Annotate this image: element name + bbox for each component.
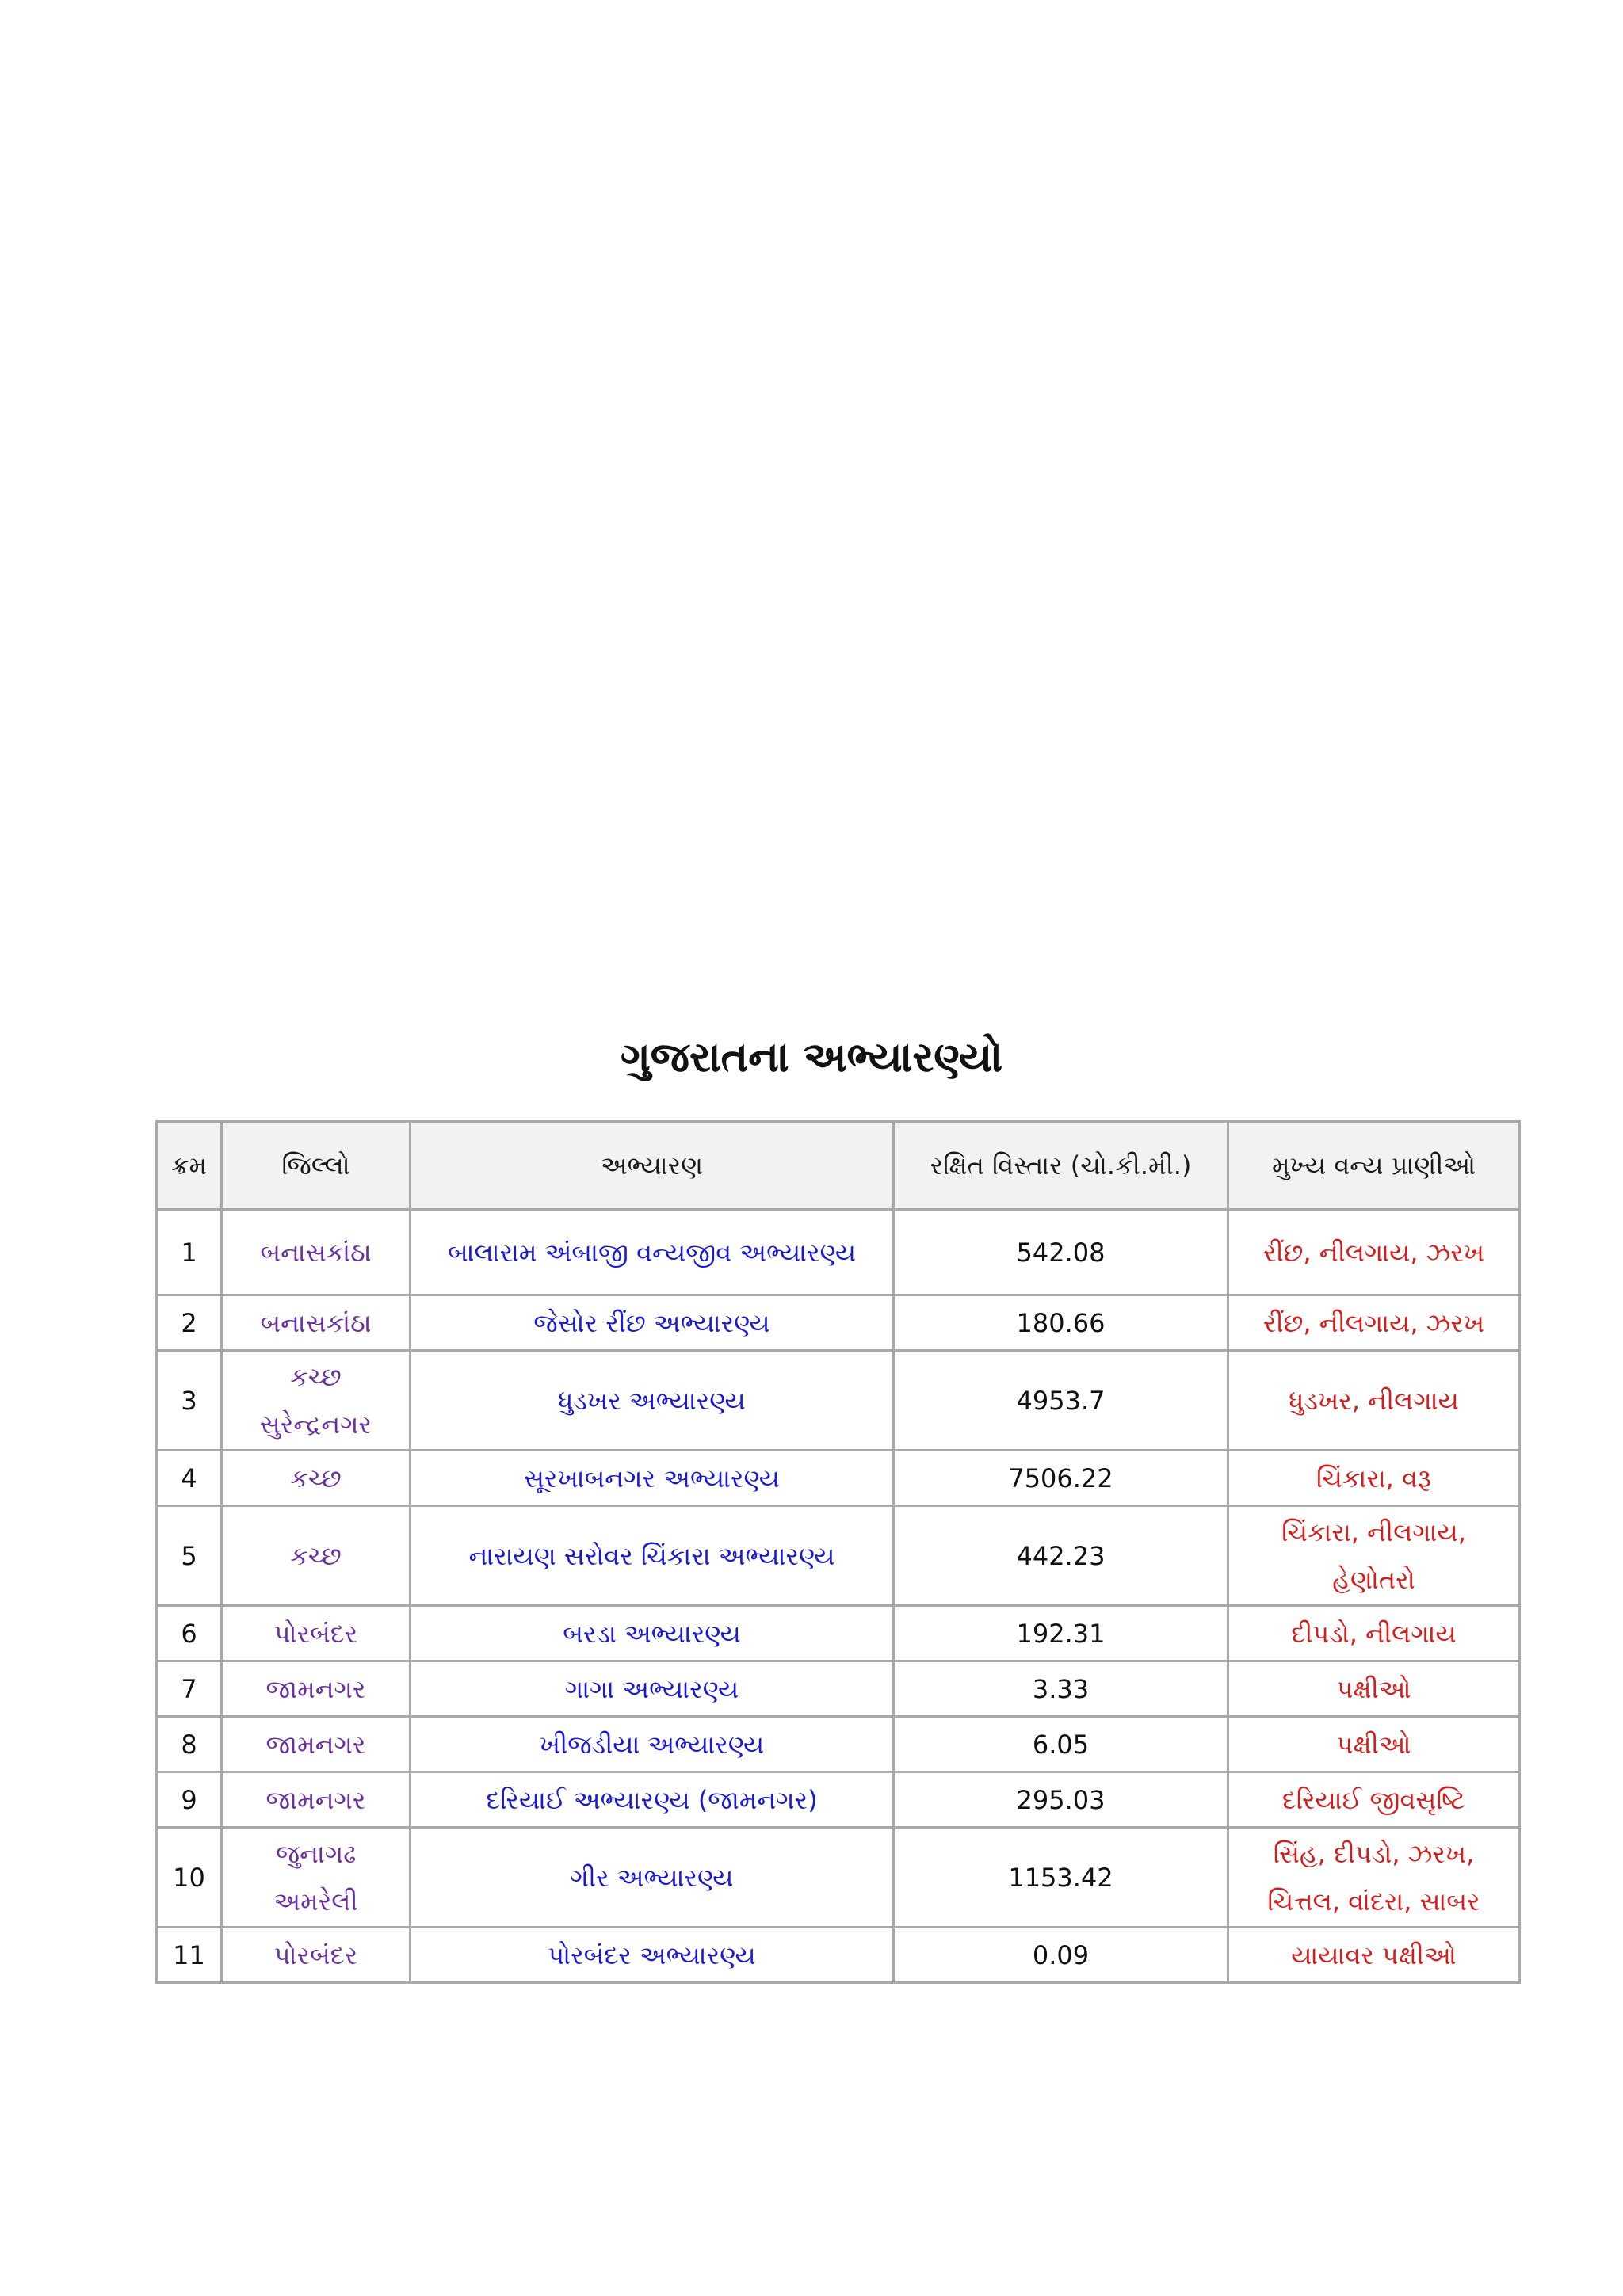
cell-num: 3 (157, 1351, 222, 1451)
cell-animals-line: ચિત્તલ, વાંદરા, સાબર (1267, 1886, 1480, 1917)
cell-sanctuary: ખીજડીયા અભ્યારણ્ય (411, 1717, 894, 1772)
cell-district-line: અમરેલી (273, 1886, 358, 1917)
cell-area: 3.33 (894, 1661, 1228, 1717)
header-animals: મુખ્ય વન્ય પ્રાણીઓ (1228, 1122, 1520, 1210)
cell-district (222, 1506, 411, 1606)
table-row (157, 1506, 1520, 1606)
cell-animals-line: ચિંકારા, નીલગાય, (1281, 1516, 1466, 1547)
cell-animals (1228, 1717, 1520, 1772)
cell-district (222, 1606, 411, 1661)
cell-animals-line: યાયાવર પક્ષીઓ (1291, 1939, 1457, 1970)
cell-animals (1228, 1451, 1520, 1506)
cell-animals-line: રીંછ, નીલગાય, ઝરખ (1262, 1307, 1485, 1338)
cell-area: 7506.22 (894, 1451, 1228, 1506)
cell-num: 8 (157, 1717, 222, 1772)
cell-num: 1 (157, 1210, 222, 1295)
cell-animals-line: દીપડો, નીલગાય (1291, 1618, 1457, 1649)
cell-num: 2 (157, 1295, 222, 1351)
cell-animals (1228, 1351, 1520, 1451)
cell-district-line: પોરબંદર (273, 1618, 358, 1649)
table-row (157, 1928, 1520, 1983)
sanctuary-table (155, 1120, 1521, 1984)
cell-district (222, 1928, 411, 1983)
table-row (157, 1717, 1520, 1772)
cell-sanctuary: નારાયણ સરોવર ચિંકારા અભ્યારણ્ય (411, 1506, 894, 1606)
cell-district-line: જુનાગઢ (275, 1838, 357, 1869)
cell-animals-line: ધુડખર, નીલગાય (1289, 1385, 1459, 1416)
cell-animals (1228, 1295, 1520, 1351)
table-row (157, 1772, 1520, 1828)
cell-animals-line: દરિયાઈ જીવસૃષ્ટિ (1281, 1784, 1466, 1815)
cell-district (222, 1717, 411, 1772)
header-num: ક્રમ (157, 1122, 222, 1210)
cell-district-line: કચ્છ (290, 1361, 342, 1392)
cell-sanctuary: બરડા અભ્યારણ્ય (411, 1606, 894, 1661)
cell-sanctuary: સૂરખાબનગર અભ્યારણ્ય (411, 1451, 894, 1506)
cell-district (222, 1828, 411, 1928)
cell-district (222, 1210, 411, 1295)
cell-district-line: સુરેન્દ્રનગર (259, 1409, 372, 1440)
cell-area: 295.03 (894, 1772, 1228, 1828)
table-row (157, 1351, 1520, 1451)
cell-num: 11 (157, 1928, 222, 1983)
header-sanctuary: અભ્યારણ (411, 1122, 894, 1210)
cell-area: 4953.7 (894, 1351, 1228, 1451)
cell-area: 442.23 (894, 1506, 1228, 1606)
cell-animals (1228, 1210, 1520, 1295)
cell-area: 0.09 (894, 1928, 1228, 1983)
cell-district-line: જામનગર (265, 1784, 366, 1815)
cell-animals-line: રીંછ, નીલગાય, ઝરખ (1262, 1237, 1485, 1268)
cell-num: 9 (157, 1772, 222, 1828)
cell-district (222, 1295, 411, 1351)
cell-area: 1153.42 (894, 1828, 1228, 1928)
cell-sanctuary: ધુડખર અભ્યારણ્ય (411, 1351, 894, 1451)
cell-district-line: પોરબંદર (273, 1939, 358, 1970)
cell-sanctuary: જેસોર રીંછ અભ્યારણ્ય (411, 1295, 894, 1351)
cell-sanctuary: દરિયાઈ અભ્યારણ્ય (જામનગર) (411, 1772, 894, 1828)
cell-sanctuary: ગીર અભ્યારણ્ય (411, 1828, 894, 1928)
cell-num: 5 (157, 1506, 222, 1606)
header-row (157, 1122, 1520, 1210)
cell-animals (1228, 1661, 1520, 1717)
cell-sanctuary: પોરબંદર અભ્યારણ્ય (411, 1928, 894, 1983)
cell-area: 192.31 (894, 1606, 1228, 1661)
table-row (157, 1451, 1520, 1506)
cell-area: 6.05 (894, 1717, 1228, 1772)
table-row (157, 1828, 1520, 1928)
cell-district (222, 1451, 411, 1506)
cell-animals (1228, 1606, 1520, 1661)
cell-num: 7 (157, 1661, 222, 1717)
cell-animals-line: સિંહ, દીપડો, ઝરખ, (1273, 1838, 1475, 1869)
table-body (157, 1210, 1520, 1983)
cell-animals-line: પક્ષીઓ (1336, 1673, 1411, 1704)
table-row (157, 1661, 1520, 1717)
cell-district (222, 1351, 411, 1451)
cell-sanctuary: બાલારામ અંબાજી વન્યજીવ અભ્યારણ્ય (411, 1210, 894, 1295)
cell-area: 542.08 (894, 1210, 1228, 1295)
table-row (157, 1606, 1520, 1661)
header-district: જિલ્લો (222, 1122, 411, 1210)
cell-sanctuary: ગાગા અભ્યારણ્ય (411, 1661, 894, 1717)
page-title: ગુજરાતના અભ્યારણ્યો (620, 1034, 1003, 1081)
cell-num: 6 (157, 1606, 222, 1661)
cell-animals (1228, 1506, 1520, 1606)
cell-district-line: કચ્છ (290, 1540, 342, 1571)
cell-district-line: જામનગર (265, 1673, 366, 1704)
cell-num: 10 (157, 1828, 222, 1928)
table-row (157, 1295, 1520, 1351)
table-row (157, 1210, 1520, 1295)
cell-area: 180.66 (894, 1295, 1228, 1351)
cell-animals-line: પક્ષીઓ (1336, 1729, 1411, 1760)
header-area: રક્ષિત વિસ્તાર (ચો.કી.મી.) (894, 1122, 1228, 1210)
cell-district-line: બનાસકાંઠા (260, 1307, 372, 1338)
cell-animals-line: ચિંકારા, વરૂ (1316, 1463, 1431, 1493)
cell-num: 4 (157, 1451, 222, 1506)
cell-animals (1228, 1928, 1520, 1983)
cell-animals (1228, 1828, 1520, 1928)
cell-district-line: કચ્છ (290, 1463, 342, 1493)
cell-district-line: જામનગર (265, 1729, 366, 1760)
cell-animals (1228, 1772, 1520, 1828)
cell-district-line: બનાસકાંઠા (260, 1237, 372, 1268)
cell-animals-line: હેણોતરો (1332, 1564, 1415, 1595)
cell-district (222, 1772, 411, 1828)
cell-district (222, 1661, 411, 1717)
